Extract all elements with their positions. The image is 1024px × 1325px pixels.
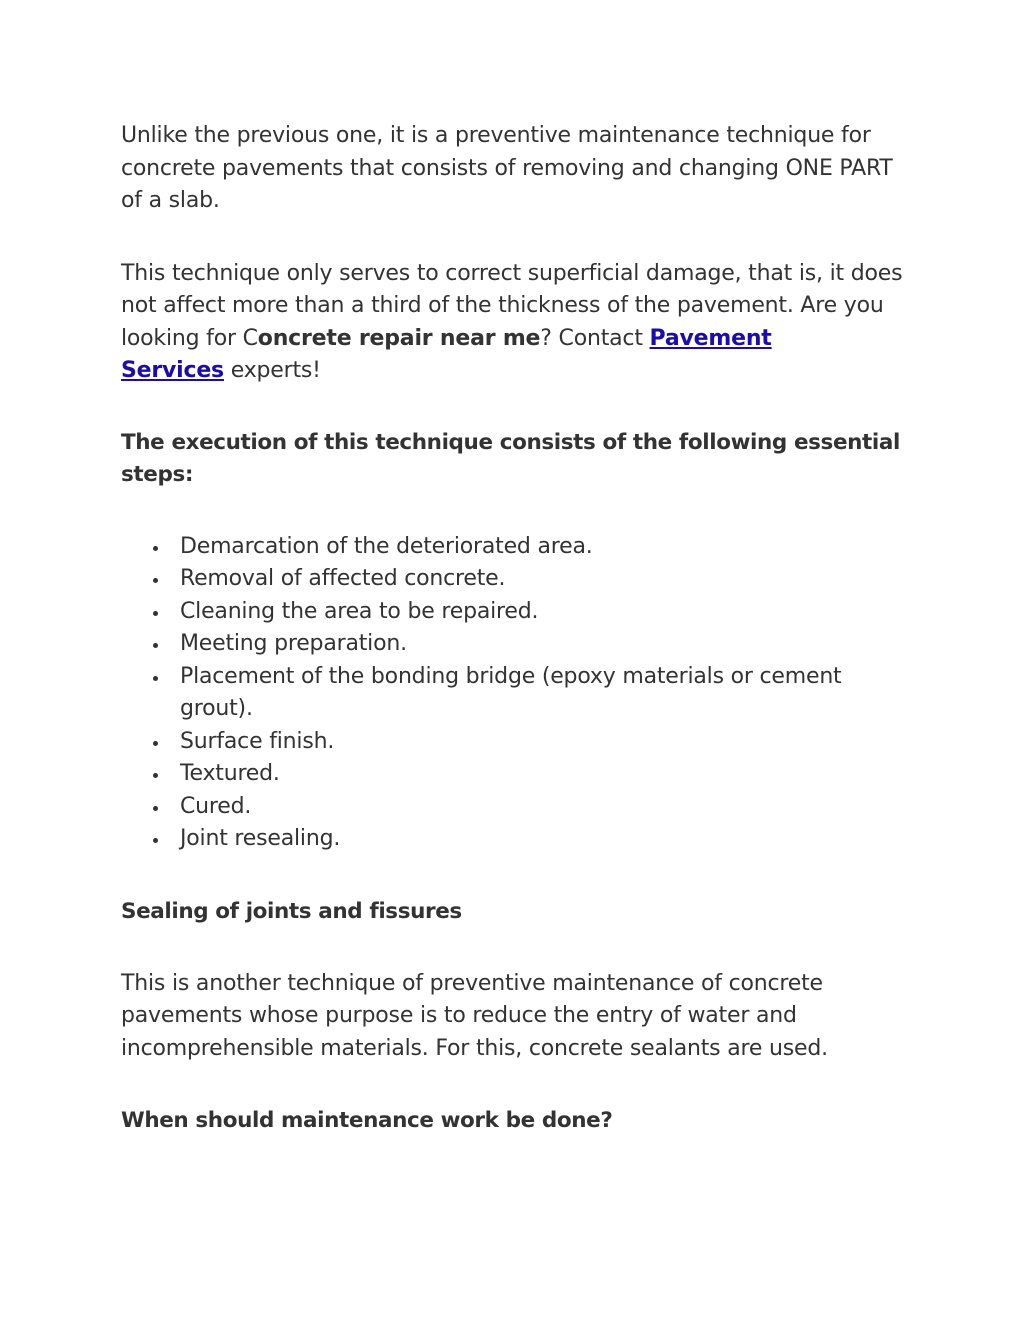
keyword-bold: oncrete repair near me xyxy=(257,325,541,351)
document-body xyxy=(121,120,911,1137)
intro-paragraph: Unlike the previous one, it is a preventive maintenance technique for concrete pavements that consists of removing and changing ONE PART of a slab. xyxy=(121,123,893,213)
list-item: Removal of affected concrete. xyxy=(180,563,911,596)
technique-text: This technique only serves to correct superficial damage, that is, it does not affect more than a third of the thickness of the pavement. Are you looking for C xyxy=(121,260,903,351)
sealing-heading: Sealing of joints and fissures xyxy=(121,898,462,924)
technique-paragraph xyxy=(121,258,911,388)
sealing-paragraph: This is another technique of preventive maintenance of concrete pavements whose purpose is to reduce the entry of water and incomprehensible materials. For this, concrete sealants are used. xyxy=(121,970,828,1061)
list-item: Demarcation of the deteriorated area. xyxy=(180,531,911,564)
steps-list xyxy=(121,531,911,856)
list-item: Joint resealing. xyxy=(180,823,911,856)
list-item: Surface finish. xyxy=(180,726,911,759)
maintenance-heading: When should maintenance work be done? xyxy=(121,1108,613,1133)
list-item: Meeting preparation. xyxy=(180,628,911,661)
experts-text: experts! xyxy=(223,358,321,383)
link-text-line-2: Services xyxy=(121,358,224,383)
list-item: Textured. xyxy=(180,758,911,791)
list-item: Cured. xyxy=(180,791,911,824)
link-text-line-1: Pavement xyxy=(649,325,772,351)
contact-text: ? Contact xyxy=(540,325,650,351)
list-item: Cleaning the area to be repaired. xyxy=(180,596,911,629)
list-item: Placement of the bonding bridge (epoxy materials or cement grout). xyxy=(180,661,911,726)
steps-heading: The execution of this technique consists of the following essential steps: xyxy=(121,429,900,487)
